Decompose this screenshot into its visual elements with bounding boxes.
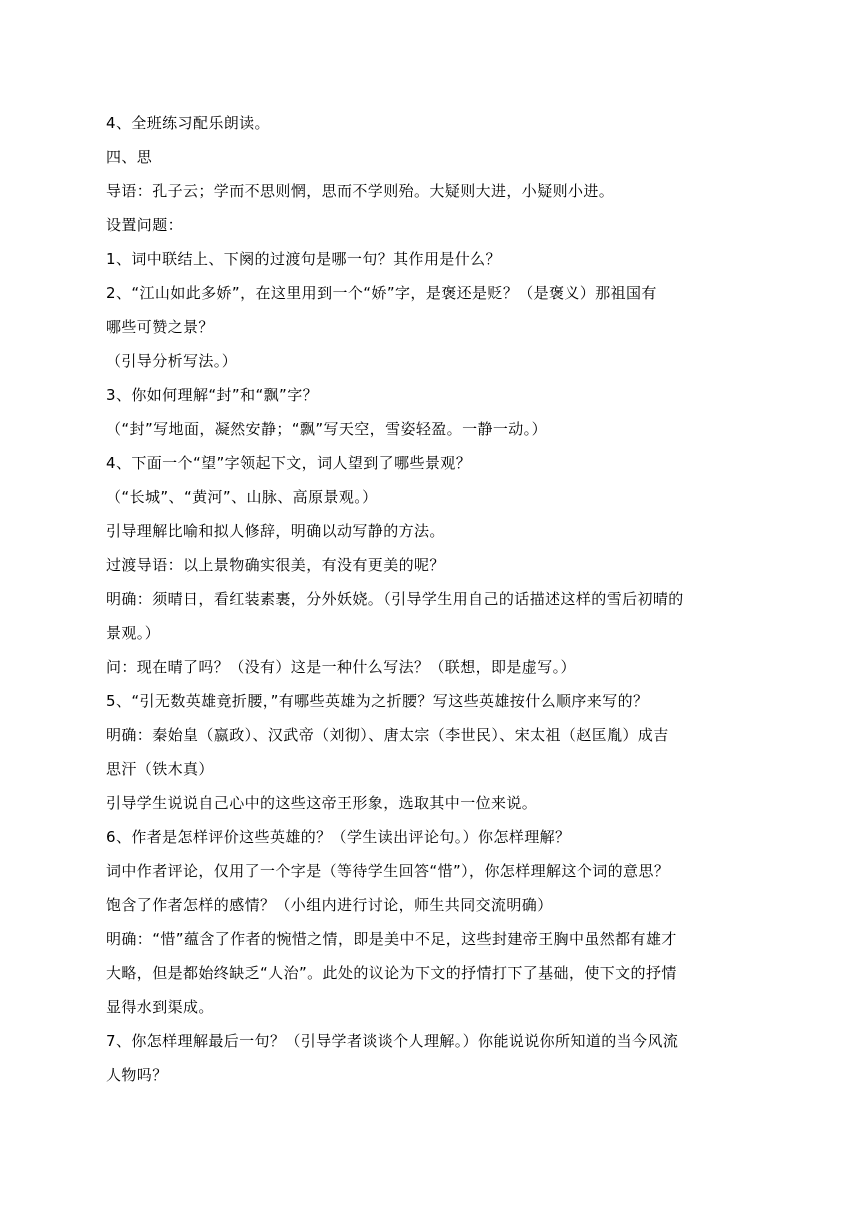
text-line: 引导学生说说自己心中的这些这帝王形象，选取其中一位来说。 — [106, 794, 538, 812]
question-line: 3、你如何理解“封”和“飘”字？ — [106, 386, 319, 404]
text-line: 人物吗？ — [106, 1066, 168, 1084]
text-line: 思汗（铁木真） — [106, 760, 214, 778]
text-line: （引导分析写法。） — [106, 352, 238, 370]
text-line: （“封”写地面，凝然安静；“飘”写天空，雪姿轻盈。一静一动。） — [106, 420, 547, 438]
text-line: 问：现在晴了吗？（没有）这是一种什么写法？（联想，即是虚写。） — [106, 658, 576, 676]
question-line: 6、作者是怎样评价这些英雄的？（学生读出评论句。）你怎样理解？ — [106, 828, 571, 846]
text-line: 过渡导语：以上景物确实很美，有没有更美的呢？ — [106, 556, 445, 574]
text-line: 词中作者评论，仅用了一个字是（等待学生回答“惜”），你怎样理解这个词的意思？ — [106, 862, 670, 880]
question-line: 2、“江山如此多娇”，在这里用到一个“娇”字，是褒还是贬？（是褒义）那祖国有 — [106, 284, 657, 302]
document-body — [106, 106, 756, 1092]
text-line: 明确：秦始皇（嬴政）、汉武帝（刘彻）、唐太宗（李世民）、宋太祖（赵匡胤）成吉 — [106, 726, 669, 744]
text-line: 4、全班练习配乐朗读。 — [106, 114, 270, 132]
text-line: 显得水到渠成。 — [106, 998, 214, 1016]
text-line: 引导理解比喻和拟人修辞，明确以动写静的方法。 — [106, 522, 445, 540]
text-line: 明确：须晴日，看红装素裹，分外妖娆。（引导学生用自己的话描述这样的雪后初晴的 — [106, 590, 684, 608]
text-line: 大略，但是都始终缺乏“人治”。此处的议论为下文的抒情打下了基础，使下文的抒情 — [106, 964, 677, 982]
question-line: 5、“引无数英雄竟折腰，”有哪些英雄为之折腰？写这些英雄按什么顺序来写的？ — [106, 692, 649, 710]
question-line: 1、词中联结上、下阕的过渡句是哪一句？其作用是什么？ — [106, 250, 501, 268]
text-line: 景观。） — [106, 624, 161, 642]
section-heading: 四、思 — [106, 148, 153, 166]
question-line: 4、下面一个“望”字领起下文，词人望到了哪些景观？ — [106, 454, 472, 472]
text-line: 导语：孔子云；学而不思则惘，思而不学则殆。大疑则大进，小疑则小进。 — [106, 182, 615, 200]
question-line: 7、你怎样理解最后一句？（引导学者谈谈个人理解。）你能说说你所知道的当今风流 — [106, 1032, 679, 1050]
text-line: 明确：“惜”蕴含了作者的惋惜之情，即是美中不足，这些封建帝王胸中虽然都有雄才 — [106, 930, 677, 948]
text-line: （“长城”、“黄河”、山脉、高原景观。） — [106, 488, 378, 506]
text-line: 哪些可赞之景？ — [106, 318, 214, 336]
text-line: 饱含了作者怎样的感情？（小组内进行讨论，师生共同交流明确） — [106, 896, 553, 914]
text-line: 设置问题： — [106, 216, 184, 234]
